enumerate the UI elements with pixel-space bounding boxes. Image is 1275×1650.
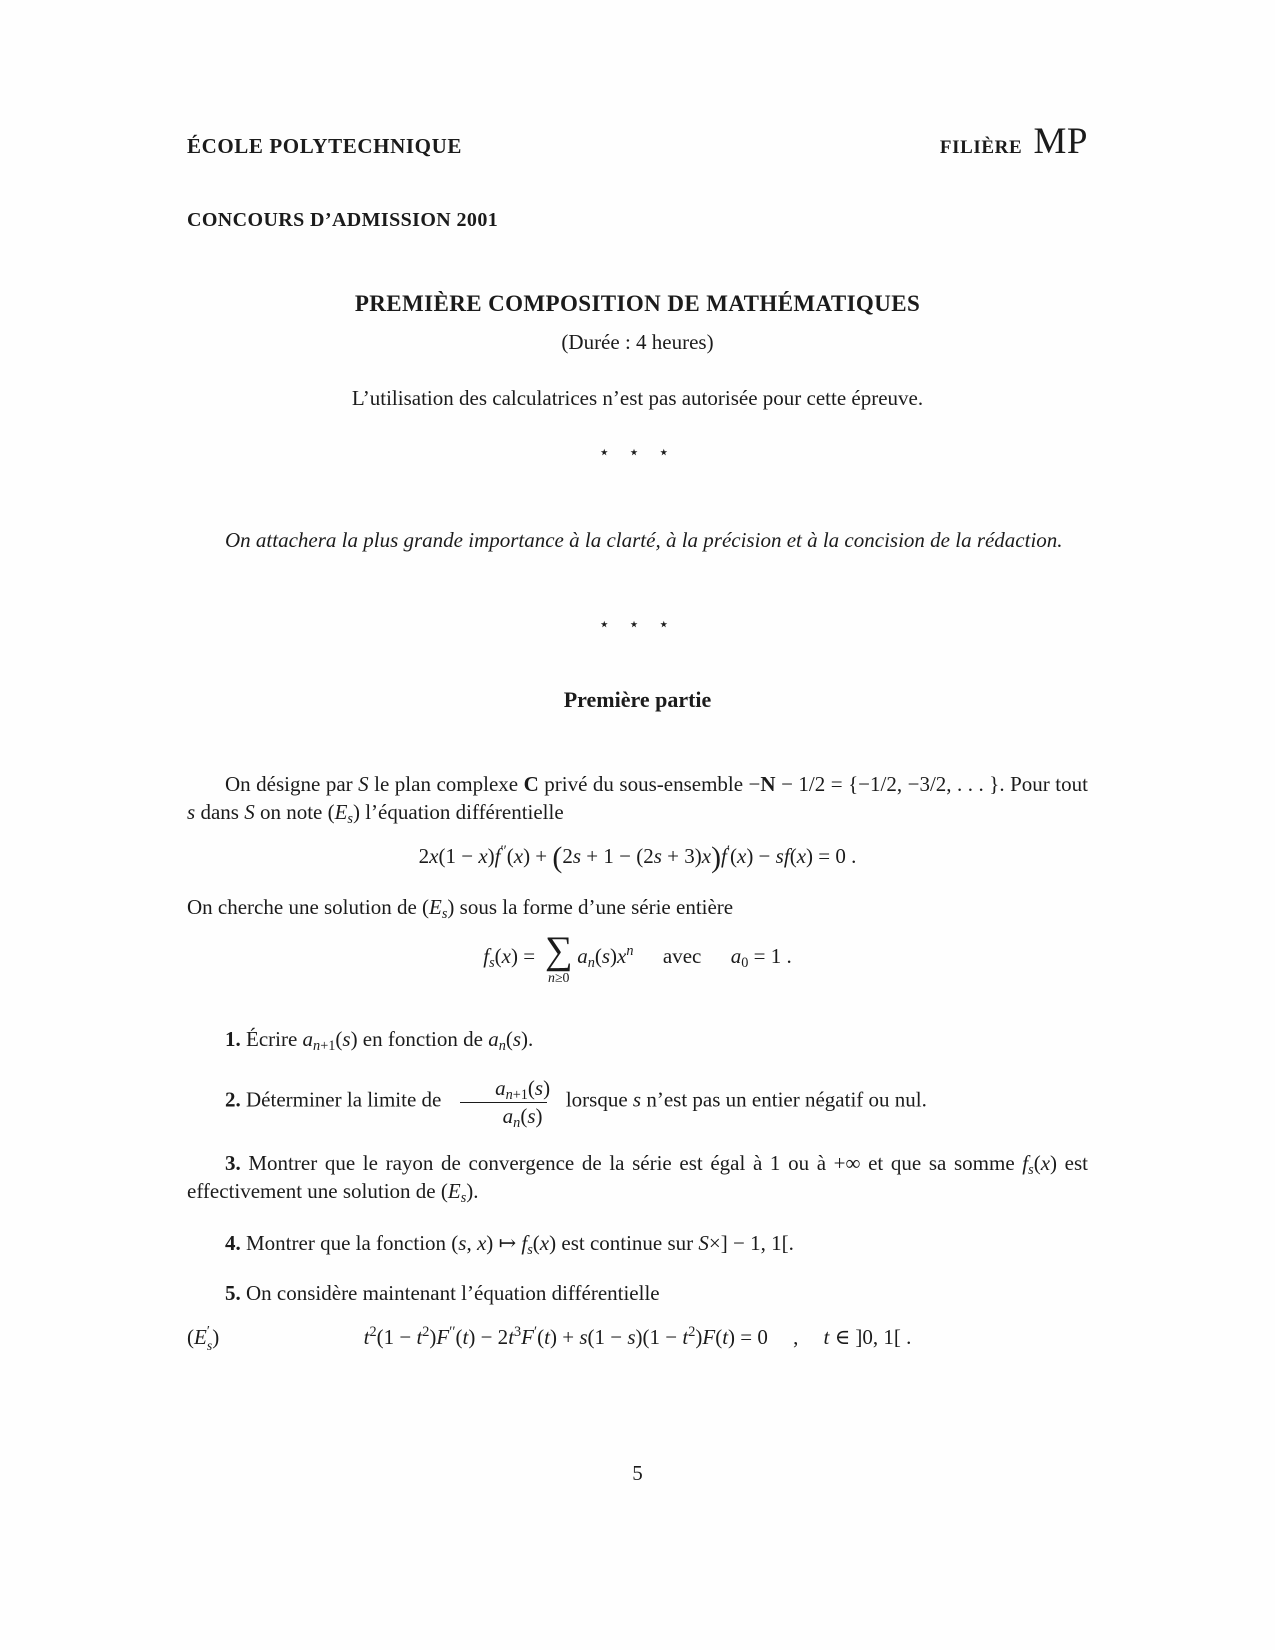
- instruction-note: On attachera la plus grande importance à la clarté, à la précision et à la concision de la rédaction.: [225, 528, 1063, 552]
- question-1: 1. Écrire $a_{n+1}(s)$ en fonction de $a_n(s)$.: [225, 1027, 534, 1055]
- equation-es-prime: [187, 1323, 1088, 1351]
- question-2: 2. Déterminer la limite de $\frac{a_{n+1}(s)}{a_n(s)}$ lorsque s n’est pas un entier négatif ou nul.: [225, 1076, 927, 1131]
- question-4: 4. Montrer que la fonction (s, x) ↦ $f_s(x)$ est continue sur S×] − 1, 1[.: [225, 1230, 794, 1258]
- series-intro-paragraph: On cherche une solution de $(E_s)$ sous la forme d’une série entière: [187, 894, 734, 922]
- equation-es: 2x(1 − x)f′′(x) + (2s + 1 − (2s + 3)x)f′(x) − sf(x) = 0 .: [418, 840, 857, 874]
- filiere-value: MP: [1033, 121, 1088, 162]
- equation-es-prime-body: $t^2(1 - t^2)F''(t) - 2t^3F'(t) + s(1 - s)(1 - t^2)F(t) = 0$ , t ∈ ]0, 1[ .: [363, 1323, 912, 1349]
- stars-separator-2: ⋆ ⋆ ⋆: [598, 614, 677, 634]
- stars-separator-1: ⋆ ⋆ ⋆: [598, 442, 677, 462]
- school-name: ÉCOLE POLYTECHNIQUE: [187, 134, 462, 158]
- duration-line: (Durée : 4 heures): [561, 330, 714, 354]
- part-title: Première partie: [563, 687, 712, 712]
- filiere-label: FILIÈRE: [939, 137, 1023, 158]
- question-3: 3. Montrer que le rayon de convergence de la série est égal à 1 ou à +∞ et que sa somme $f_s(x)$ est effectivement une solution de $(E_s)$.: [187, 1150, 1088, 1206]
- concours-line: CONCOURS D’ADMISSION 2001: [187, 209, 499, 231]
- exam-title: PREMIÈRE COMPOSITION DE MATHÉMATIQUES: [354, 291, 921, 316]
- equation-series: $f_s(x)$ = ∑ n≥0 $a_n(s)x^n$ avec $a_0 = 1$ .: [483, 928, 792, 986]
- calculator-notice: L’utilisation des calculatrices n’est pas autorisée pour cette épreuve.: [351, 386, 924, 410]
- equation-es-prime-label: (E ′ s ): [187, 1323, 220, 1353]
- filiere: [939, 121, 1088, 162]
- intro-paragraph: On désigne par S le plan complexe C privé du sous-ensemble −N − 1/2 = {−1/2, −3/2, . . . }. Pour tout s dans S on note $(E_s)$ l’équation différentielle: [187, 772, 1088, 827]
- question-5: 5. On considère maintenant l’équation différentielle: [225, 1280, 660, 1305]
- page-header: [187, 121, 1088, 162]
- page-number: 5: [632, 1460, 643, 1485]
